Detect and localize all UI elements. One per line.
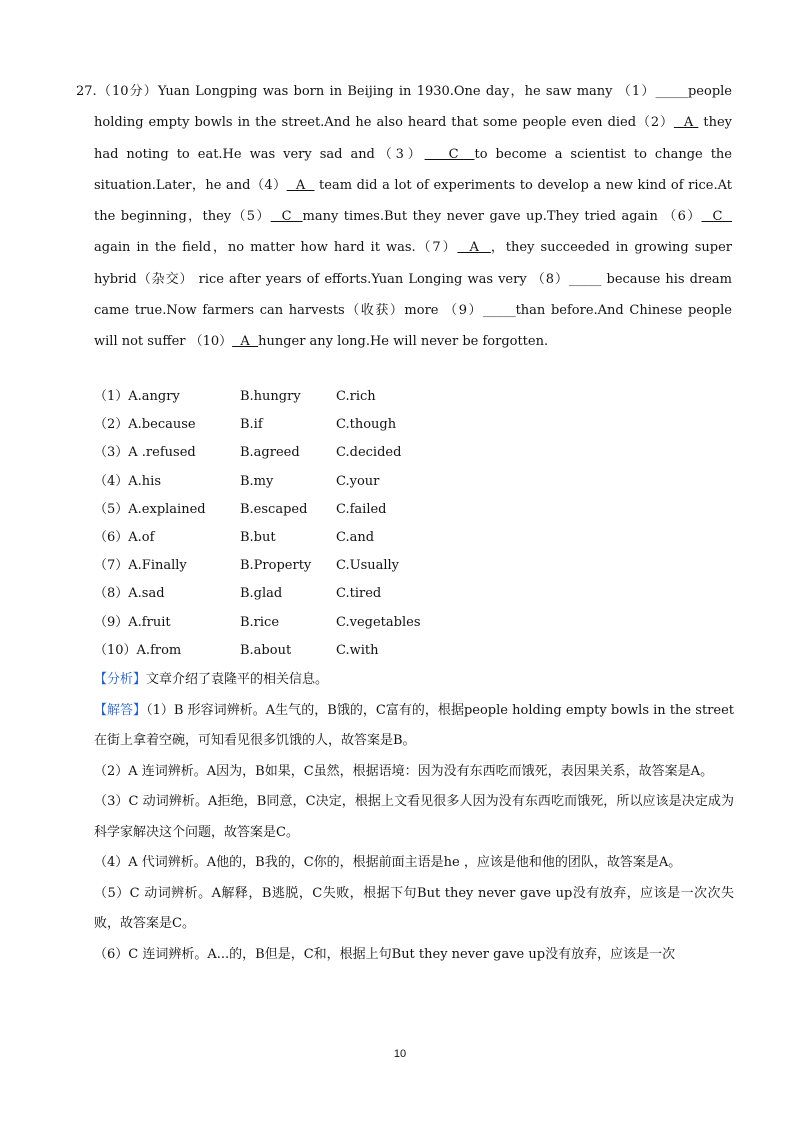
page-number: 10 <box>393 1048 407 1060</box>
answer-item: （6）C 连词辨析。A...的，B但是，C和，根据上句But they never gave up没有放弃，应该是一次 <box>94 946 676 962</box>
option-c: C.rich <box>336 389 376 404</box>
answer-blank: A <box>457 240 491 256</box>
option-c: C.though <box>336 417 397 433</box>
passage-text: they had noting to eat.He was very sad and（3） <box>94 115 732 162</box>
option-row <box>94 524 734 552</box>
passage-text: （10分）Yuan Longping was born in Beijing in 1930.One day，he saw many （1） <box>96 84 656 99</box>
passage-body <box>94 84 732 349</box>
question-number: 27. <box>76 84 97 99</box>
option-number: （5） <box>94 501 129 517</box>
option-a <box>94 524 240 552</box>
option-c: C.tired <box>336 586 382 602</box>
passage-text: to become a scientist to change the situation.Later，he and（4） <box>94 146 732 193</box>
passage-text: hunger any long.He will never be forgotten. <box>258 334 549 350</box>
option-b: B.agreed <box>240 445 300 461</box>
passage-text: team did a lot of experiments to develop a new kind of rice.At the beginning，they（5） <box>94 177 732 225</box>
option-b: B.my <box>240 473 274 489</box>
answer-blank: A <box>232 334 259 350</box>
analysis-text: 文章介绍了袁隆平的相关信息。 <box>146 672 329 687</box>
answer-blank: C <box>701 209 733 225</box>
option-row <box>94 468 734 496</box>
answer-paragraph <box>94 696 734 757</box>
answer-item: （4）A 代词辨析。A他的，B我的，C你的，根据前面主语是he ，应该是他和他的团队，故答案是A。 <box>94 855 682 870</box>
option-a <box>94 580 240 608</box>
option-row <box>94 637 734 665</box>
option-a <box>94 637 240 665</box>
option-number: （10） <box>94 642 137 658</box>
option-a <box>94 468 240 496</box>
option-number: （1） <box>94 389 129 404</box>
answer-items <box>94 757 734 971</box>
option-c: C.Usually <box>336 558 400 574</box>
option-b: B.escaped <box>240 501 308 517</box>
option-a <box>94 552 240 580</box>
option-number: （8） <box>94 586 129 602</box>
option-row <box>94 552 734 580</box>
passage-text: _____ <box>655 84 688 99</box>
option-c: C.vegetables <box>336 614 421 630</box>
option-c: C.and <box>336 529 375 545</box>
option-a <box>94 439 240 467</box>
analysis-tag: 【分析】 <box>94 672 147 687</box>
passage-text: than before.And Chinese people will not suffer （10） <box>94 303 732 350</box>
option-b: B.Property <box>240 558 312 574</box>
answer-blank: A <box>673 115 699 131</box>
option-a-text: A.explained <box>128 501 206 517</box>
option-a <box>94 411 240 439</box>
option-number: （4） <box>94 473 129 489</box>
option-b: B.if <box>240 417 263 433</box>
option-row <box>94 383 734 411</box>
option-a-text: A.his <box>128 473 162 489</box>
option-c: C.decided <box>336 445 402 461</box>
option-c: C.your <box>336 473 380 489</box>
option-b: B.rice <box>240 614 280 630</box>
option-row <box>94 609 734 637</box>
passage-text: ，they succeeded in growing super hybrid（杂交） rice after years of efforts.Yuan Longing was very （8） <box>94 240 732 287</box>
answer-text: （1）B 形容词辨析。A生气的，B饿的，C富有的，根据people holding empty bowls in the street在街上拿着空碗，可知看见很多饥饿的人，故答案是B。 <box>94 702 734 748</box>
option-a-text: A.fruit <box>128 614 171 630</box>
option-b: B.hungry <box>240 389 301 404</box>
option-row <box>94 439 734 467</box>
option-a <box>94 383 240 411</box>
option-c: C.failed <box>336 501 387 517</box>
answer-item: （5）C 动词辨析。A解释，B逃脱，C失败，根据下句But they never gave up没有放弃，应该是一次次失败，故答案是C。 <box>94 885 734 931</box>
option-number: （7） <box>94 558 129 574</box>
passage-text: people holding empty bowls in the street.And he also heard that some people even died（2） <box>94 84 732 131</box>
option-a-text: A.angry <box>128 389 180 404</box>
analysis-section <box>94 665 734 970</box>
answer-tag: 【解答】 <box>94 702 147 718</box>
option-a-text: A.of <box>128 529 155 545</box>
option-number: （9） <box>94 614 129 630</box>
option-b: B.but <box>240 529 276 545</box>
option-a-text: A.because <box>128 417 196 433</box>
option-row <box>94 496 734 524</box>
option-row <box>94 411 734 439</box>
option-a <box>94 496 240 524</box>
option-b: B.glad <box>240 586 283 602</box>
passage-text: many times.But they never gave up.They tried again （6） <box>302 209 702 225</box>
option-a-text: A .refused <box>128 445 196 461</box>
answer-item: （3）C 动词辨析。A拒绝，B同意，C决定，根据上文看见很多人因为没有东西吃而饿死，所以应该是决定成为科学家解决这个问题，故答案是C。 <box>94 794 734 840</box>
passage-text: _____ <box>568 271 602 287</box>
analysis-paragraph <box>94 665 734 696</box>
option-number: （2） <box>94 417 129 433</box>
option-row <box>94 580 734 608</box>
answer-blank: C <box>424 146 475 162</box>
option-a <box>94 609 240 637</box>
option-number: （3） <box>94 445 129 461</box>
passage-text: _____ <box>483 303 516 319</box>
passage-text: because his dream came true.Now farmers can harvests（收获）more （9） <box>94 271 732 319</box>
options-list <box>94 383 734 665</box>
option-number: （6） <box>94 529 129 545</box>
option-b: B.about <box>240 642 292 658</box>
option-a-text: A.from <box>136 642 182 658</box>
passage-text: again in the field，no matter how hard it was.（7） <box>94 240 458 256</box>
option-c: C.with <box>336 642 379 658</box>
answer-blank: C <box>270 209 303 225</box>
option-a-text: A.sad <box>128 586 165 602</box>
answer-item: （2）A 连词辨析。A因为，B如果，C虽然，根据语境：因为没有东西吃而饿死，表因果关系，故答案是A。 <box>94 763 714 779</box>
option-a-text: A.Finally <box>128 558 187 574</box>
answer-blank: A <box>286 177 315 193</box>
cloze-passage <box>76 76 733 358</box>
